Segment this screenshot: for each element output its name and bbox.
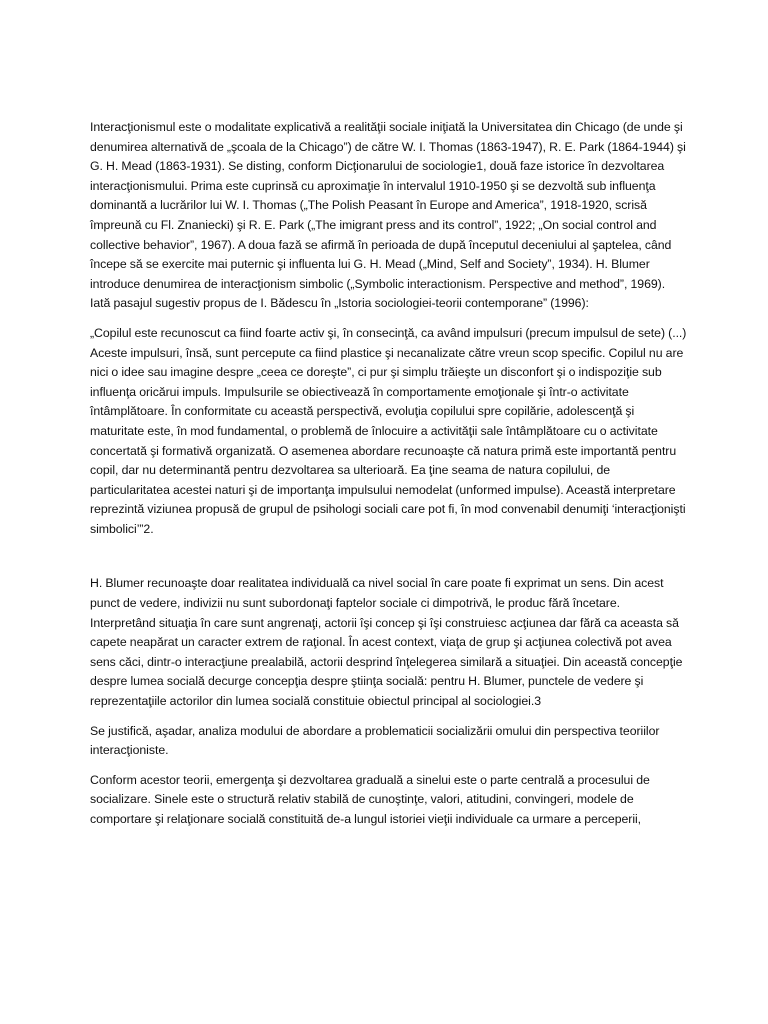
document-page bbox=[90, 118, 688, 830]
paragraph-badescu-quote: „Copilul este recunoscut ca fiind foarte activ şi, în consecinţă, ca având impulsuri (precum impulsul de sete) (...) Aceste impulsuri, însă, sunt percepute ca fiind plastice şi necanalizate către vreun scop specific. Copilul nu are nici o idee sau imagine despre „ceea ce doreşte”, ci pur şi simplu trăieşte un disconfort şi o indispoziţie sub influenţa oricărui impuls. Impulsurile se obiectivează în comportamente emoţionale şi într-o activitate întâmplătoare. În conformitate cu această perspectivă, evoluţia copilului spre copilărie, adolescenţă şi maturitate este, în mod fundamental, o problemă de înlocuire a activităţii sale întâmplătoare cu o activitate concertată şi formativă organizată. O asemenea abordare recunoaşte că natura primă este importantă pentru copil, dar nu determinantă pentru dezvoltarea sa ulterioară. Ea ţine seama de natura copilului, de particularitatea acestei naturi şi de importanţa impulsului nemodelat (unformed impulse). Această interpretare reprezintă viziunea propusă de grupul de psihologi sociali care pot fi, în mod convenabil denumiţi ‘interacţionişti simbolici’”2. bbox=[90, 325, 687, 536]
paragraph-self-theory: Conform acestor teorii, emergenţa şi dezvoltarea graduală a sinelui este o parte centrală a procesului de socializare. Sinele este o structură relativ stabilă de cunoştinţe, valori, atitudini, convingeri, modele de comportare şi relaţionare socială constituită de-a lungul istoriei vieţii individuale ca urmare a perceperii, bbox=[90, 772, 650, 826]
paragraph-justification: Se justifică, aşadar, analiza modului de abordare a problematicii socializării omului din perspectiva teoriilor interacţioniste. bbox=[90, 723, 660, 758]
paragraph-blumer: H. Blumer recunoaşte doar realitatea individuală ca nivel social în care poate fi exprimat un sens. Din acest punct de vedere, indivizii nu sunt subordonaţi faptelor sociale ci dimpotrivă, le produc fără încetare. Interpretând situaţia în care sunt angrenaţi, actorii îşi concep şi îşi construiesc acţiunea dar fără ca aceasta să capete neapărat un caracter extrem de raţional. În acest context, viaţa de grup şi acţiunea colectivă pot avea sens căci, dintr-o interacţiune prealabilă, actorii desprind înţelegerea similară a situaţiei. Din această concepţie despre lumea socială decurge concepţia despre ştiinţa socială: pentru H. Blumer, punctele de vedere şi reprezentaţiile actorilor din lumea socială constituie obiectul principal al sociologiei.3 bbox=[90, 576, 683, 709]
paragraph-interactionism-intro: Interacţionismul este o modalitate explicativă a realităţii sociale iniţiată la Universitatea din Chicago (de unde şi denumirea alternativă de „şcoala de la Chicago”) de către W. I. Thomas (1863-1947), R. E. Park (1864-1944) şi G. H. Mead (1863-1931). Se disting, conform Dicţionarului de sociologie1, două faze istorice în dezvoltarea interacţionismului. Prima este cuprinsă cu aproximaţie în intervalul 1910-1950 şi se dezvoltă sub influenţa dominantă a lucrărilor lui W. I. Thomas („The Polish Peasant în Europe and America”, 1918-1920, scrisă împreună cu Fl. Znaniecki) şi R. E. Park („The imigrant press and its control”, 1922; „On social control and collective behavior”, 1967). A doua fază se afirmă în perioada de după începutul deceniului al şaptelea, când începe să se exercite mai puternic şi influenta lui G. H. Mead („Mind, Self and Society”, 1934). H. Blumer introduce denumirea de interacţionism simbolic („Symbolic interactionism. Perspective and method”, 1969). Iată pasajul sugestiv propus de I. Bădescu în „Istoria sociologiei-teorii contemporane” (1996): bbox=[90, 120, 686, 311]
